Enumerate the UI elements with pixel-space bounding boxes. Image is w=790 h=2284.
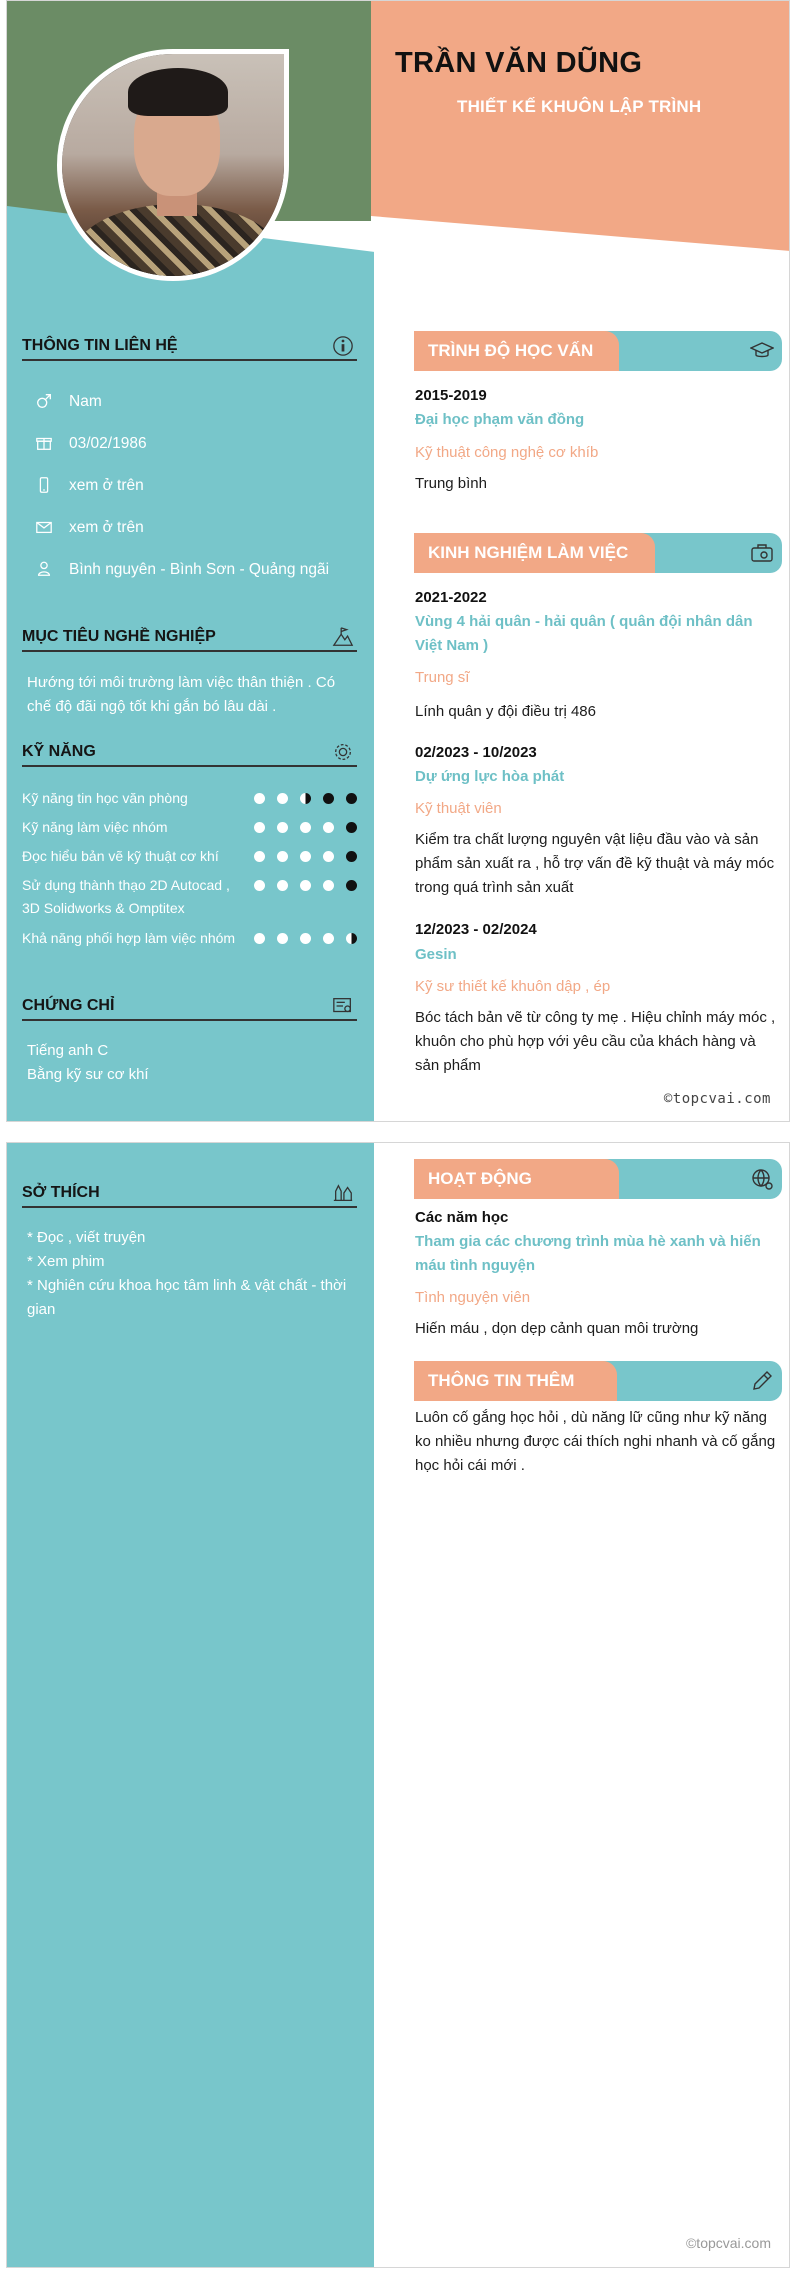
contact-phone-text: xem ở trên	[69, 477, 144, 494]
skills-heading	[22, 739, 357, 767]
experience-desc: Lính quân y đội điều trị 486	[415, 703, 596, 720]
objective-heading	[22, 624, 357, 652]
contact-gender	[35, 390, 355, 413]
skill-rating	[254, 880, 357, 891]
hobby-icon	[331, 1182, 355, 1204]
activities-org: Tham gia các chương trình mùa hè xanh và hiến máu tình nguyện	[415, 1233, 761, 1274]
cv-page-2	[6, 1142, 790, 2268]
experience-date: 2021-2022	[415, 589, 487, 606]
certificates-heading	[22, 993, 357, 1021]
hobby-item: * Xem phim	[27, 1253, 105, 1270]
contact-birthday	[35, 432, 355, 455]
gear-icon	[331, 741, 355, 763]
skill-row	[22, 874, 357, 920]
rating-dot	[346, 822, 357, 833]
experience-role: Trung sĩ	[415, 669, 470, 686]
gift-icon	[35, 434, 53, 452]
certificate-icon	[331, 995, 355, 1017]
additional-heading	[414, 1361, 782, 1401]
job-title: THIẾT KẾ KHUÔN LẬP TRÌNH	[457, 97, 702, 116]
rating-dot	[277, 822, 288, 833]
skill-row	[22, 816, 357, 839]
rating-dot	[277, 933, 288, 944]
objective-heading-label: MỤC TIÊU NGHỀ NGHIỆP	[22, 628, 216, 645]
rating-dot	[300, 933, 311, 944]
activities-heading	[414, 1159, 782, 1199]
education-school: Đại học phạm văn đồng	[415, 411, 585, 428]
experience-org: Vùng 4 hải quân - hải quân ( quân đội nhân dân Việt Nam )	[415, 613, 753, 654]
objective-text: Hướng tới môi trường làm việc thân thiện . Có chế độ đãi ngộ tốt khi gắn bó lâu dài .	[27, 674, 336, 715]
rating-dot	[277, 880, 288, 891]
education-date: 2015-2019	[415, 387, 487, 404]
education-major: Kỹ thuật công nghệ cơ khíb	[415, 444, 599, 461]
rating-dot	[323, 933, 334, 944]
hobbies-heading-label: SỞ THÍCH	[22, 1184, 100, 1201]
activities-date: Các năm học	[415, 1209, 509, 1226]
additional-text: Luôn cố gắng học hỏi , dù năng lữ cũng như kỹ năng ko nhiều nhưng được cái thích nghi nhanh và cố gắng học hỏi cái mới .	[415, 1409, 776, 1474]
rating-dot	[346, 880, 357, 891]
activities-role: Tình nguyện viên	[415, 1289, 531, 1306]
rating-dot	[346, 851, 357, 862]
activities-desc: Hiến máu , dọn dẹp cảnh quan môi trường	[415, 1320, 699, 1337]
rating-dot	[300, 851, 311, 862]
rating-dot	[346, 933, 357, 944]
experience-org: Gesin	[415, 946, 457, 963]
experience-desc: Bóc tách bản vẽ từ công ty mẹ . Hiệu chỉnh máy móc , khuôn cho phù hợp với yêu cầu của khách hàng và sản phẩm	[415, 1009, 776, 1074]
rating-dot	[254, 822, 265, 833]
experience-desc: Kiểm tra chất lượng nguyên vật liệu đầu vào và sản phẩm sản xuất ra , hỗ trợ vấn đề kỹ thuật và máy móc trong quá trình sản xuất	[415, 831, 775, 896]
rating-dot	[346, 793, 357, 804]
avatar	[57, 49, 289, 281]
hobby-item: * Nghiên cứu khoa học tâm linh & vật chất - thời gian	[27, 1277, 347, 1318]
certificate-item: Tiếng anh C	[27, 1042, 109, 1059]
experience-heading	[414, 533, 782, 573]
activities-heading-label: HOẠT ĐỘNG	[414, 1159, 619, 1199]
rating-dot	[323, 822, 334, 833]
watermark: ©topcvai.com	[663, 1091, 771, 1107]
education-result: Trung bình	[415, 475, 487, 492]
briefcase-icon	[750, 541, 774, 565]
additional-heading-label: THÔNG TIN THÊM	[414, 1361, 617, 1401]
certificate-item: Bằng kỹ sư cơ khí	[27, 1066, 149, 1083]
skill-rating	[254, 822, 357, 833]
contact-address	[35, 558, 355, 581]
rating-dot	[300, 793, 311, 804]
skill-row	[22, 787, 357, 810]
skill-label: Đọc hiểu bản vẽ kỹ thuật cơ khí	[22, 848, 219, 864]
skill-label: Kỹ năng tin học văn phòng	[22, 790, 188, 806]
graduation-cap-icon	[750, 339, 774, 363]
experience-heading-label: KINH NGHIỆM LÀM VIỆC	[414, 533, 655, 573]
pencil-icon	[750, 1369, 774, 1393]
contact-birthday-text: 03/02/1986	[69, 435, 147, 452]
rating-dot	[254, 793, 265, 804]
watermark: ©topcvai.com	[685, 2235, 771, 2251]
hobbies-heading	[22, 1180, 357, 1208]
location-person-icon	[35, 560, 53, 578]
mail-icon	[35, 518, 53, 536]
skill-rating	[254, 793, 357, 804]
education-heading-label: TRÌNH ĐỘ HỌC VẤN	[414, 331, 619, 371]
rating-dot	[323, 880, 334, 891]
header-orange-block	[371, 1, 790, 251]
cv-page-1	[6, 0, 790, 1122]
skill-rating	[254, 933, 357, 944]
rating-dot	[254, 933, 265, 944]
experience-role: Kỹ thuật viên	[415, 800, 502, 817]
experience-date: 02/2023 - 10/2023	[415, 744, 537, 761]
skill-row	[22, 845, 357, 868]
phone-icon	[35, 476, 53, 494]
contact-address-text: Bình nguyên - Bình Sơn - Quảng ngãi	[69, 561, 330, 578]
contact-gender-text: Nam	[69, 393, 102, 410]
experience-org: Dự ứng lực hòa phát	[415, 768, 565, 785]
skills-heading-label: KỸ NĂNG	[22, 743, 96, 760]
rating-dot	[254, 880, 265, 891]
gender-male-icon	[35, 392, 53, 410]
rating-dot	[254, 851, 265, 862]
contact-email	[35, 516, 355, 539]
rating-dot	[277, 851, 288, 862]
rating-dot	[323, 793, 334, 804]
skill-row	[22, 927, 357, 950]
experience-date: 12/2023 - 02/2024	[415, 921, 537, 938]
skill-rating	[254, 851, 357, 862]
contact-email-text: xem ở trên	[69, 519, 144, 536]
experience-role: Kỹ sư thiết kế khuôn dập , ép	[415, 978, 611, 995]
candidate-name: TRẦN VĂN DŨNG	[395, 47, 643, 79]
contact-heading-label: THÔNG TIN LIÊN HỆ	[22, 337, 178, 354]
rating-dot	[323, 851, 334, 862]
certificates-heading-label: CHỨNG CHỈ	[22, 997, 115, 1014]
skill-label: Sử dụng thành thạo 2D Autocad , 3D Solidworks & Omptitex	[22, 877, 230, 916]
rating-dot	[300, 880, 311, 891]
rating-dot	[277, 793, 288, 804]
contact-heading	[22, 333, 357, 361]
hobby-item: * Đọc , viết truyện	[27, 1229, 146, 1246]
mountain-flag-icon	[331, 626, 355, 648]
education-heading	[414, 331, 782, 371]
contact-phone	[35, 474, 355, 497]
rating-dot	[300, 822, 311, 833]
skill-label: Khả năng phối hợp làm việc nhóm	[22, 930, 236, 946]
skill-label: Kỹ năng làm việc nhóm	[22, 819, 168, 835]
globe-icon	[750, 1167, 774, 1191]
info-icon	[331, 335, 355, 357]
